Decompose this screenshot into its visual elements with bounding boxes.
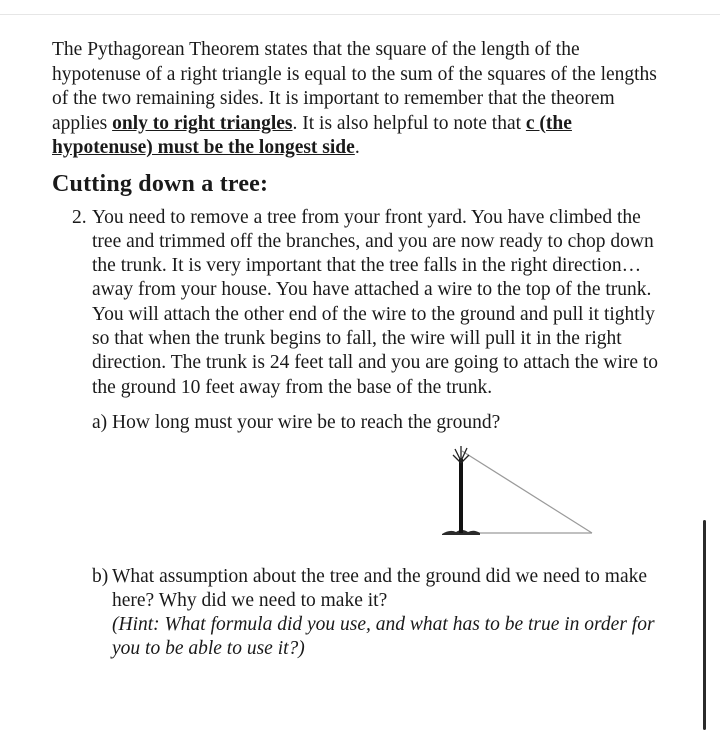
problem-2: [52, 206, 672, 661]
top-divider: [0, 14, 720, 15]
question-a: a) How long must your wire be to reach the ground?: [92, 411, 501, 433]
intro-text: The Pythagorean Theorem states that the square of the length of the hypotenuse of a right triangle is equal to the sum of the squares of the lengths of the two remaining sides. It is important to remember that the theorem applies: [52, 39, 657, 134]
tree-wire-diagram: [92, 445, 672, 557]
scrollbar-thumb[interactable]: [703, 520, 706, 730]
intro-text-end: .: [354, 137, 360, 158]
tree-triangle-figure: [422, 445, 602, 557]
intro-emphasis-right-triangles: only to right triangles: [112, 112, 293, 134]
question-b-label: b): [92, 565, 109, 587]
problem-text: You need to remove a tree from your front yard. You have climbed the tree and trimmed off the branches, and you are now ready to chop down the trunk. It is very important that the tree falls in the right direction… away from your house. You have attached a wire to the top of the trunk. You will attach the other end of the wire to the ground and pull it tightly so that when the trunk begins to fall, the wire will pull it in the right direction. The trunk is 24 feet tall and you are going to attach the wire to the ground 10 feet away from the base of the trunk.: [92, 206, 659, 398]
intro-paragraph: [52, 38, 672, 161]
question-b-text: What assumption about the tree and the ground did we need to make here? Why did we need to make it?: [112, 565, 648, 611]
intro-emphasis-longest-side: c (the hypotenuse) must be the longest side: [52, 112, 572, 158]
problem-number: 2.: [72, 206, 87, 228]
tree-trunk-icon: [459, 459, 463, 533]
question-b: [92, 565, 672, 661]
section-title: Cutting down a tree:: [52, 170, 269, 197]
question-b-hint: (Hint: What formula did you use, and what has to be true in order for you to be able to use it?): [112, 613, 655, 659]
worksheet-page: [52, 38, 672, 661]
wire-line: [462, 451, 592, 533]
intro-text-middle: . It is also helpful to note that: [292, 112, 526, 134]
